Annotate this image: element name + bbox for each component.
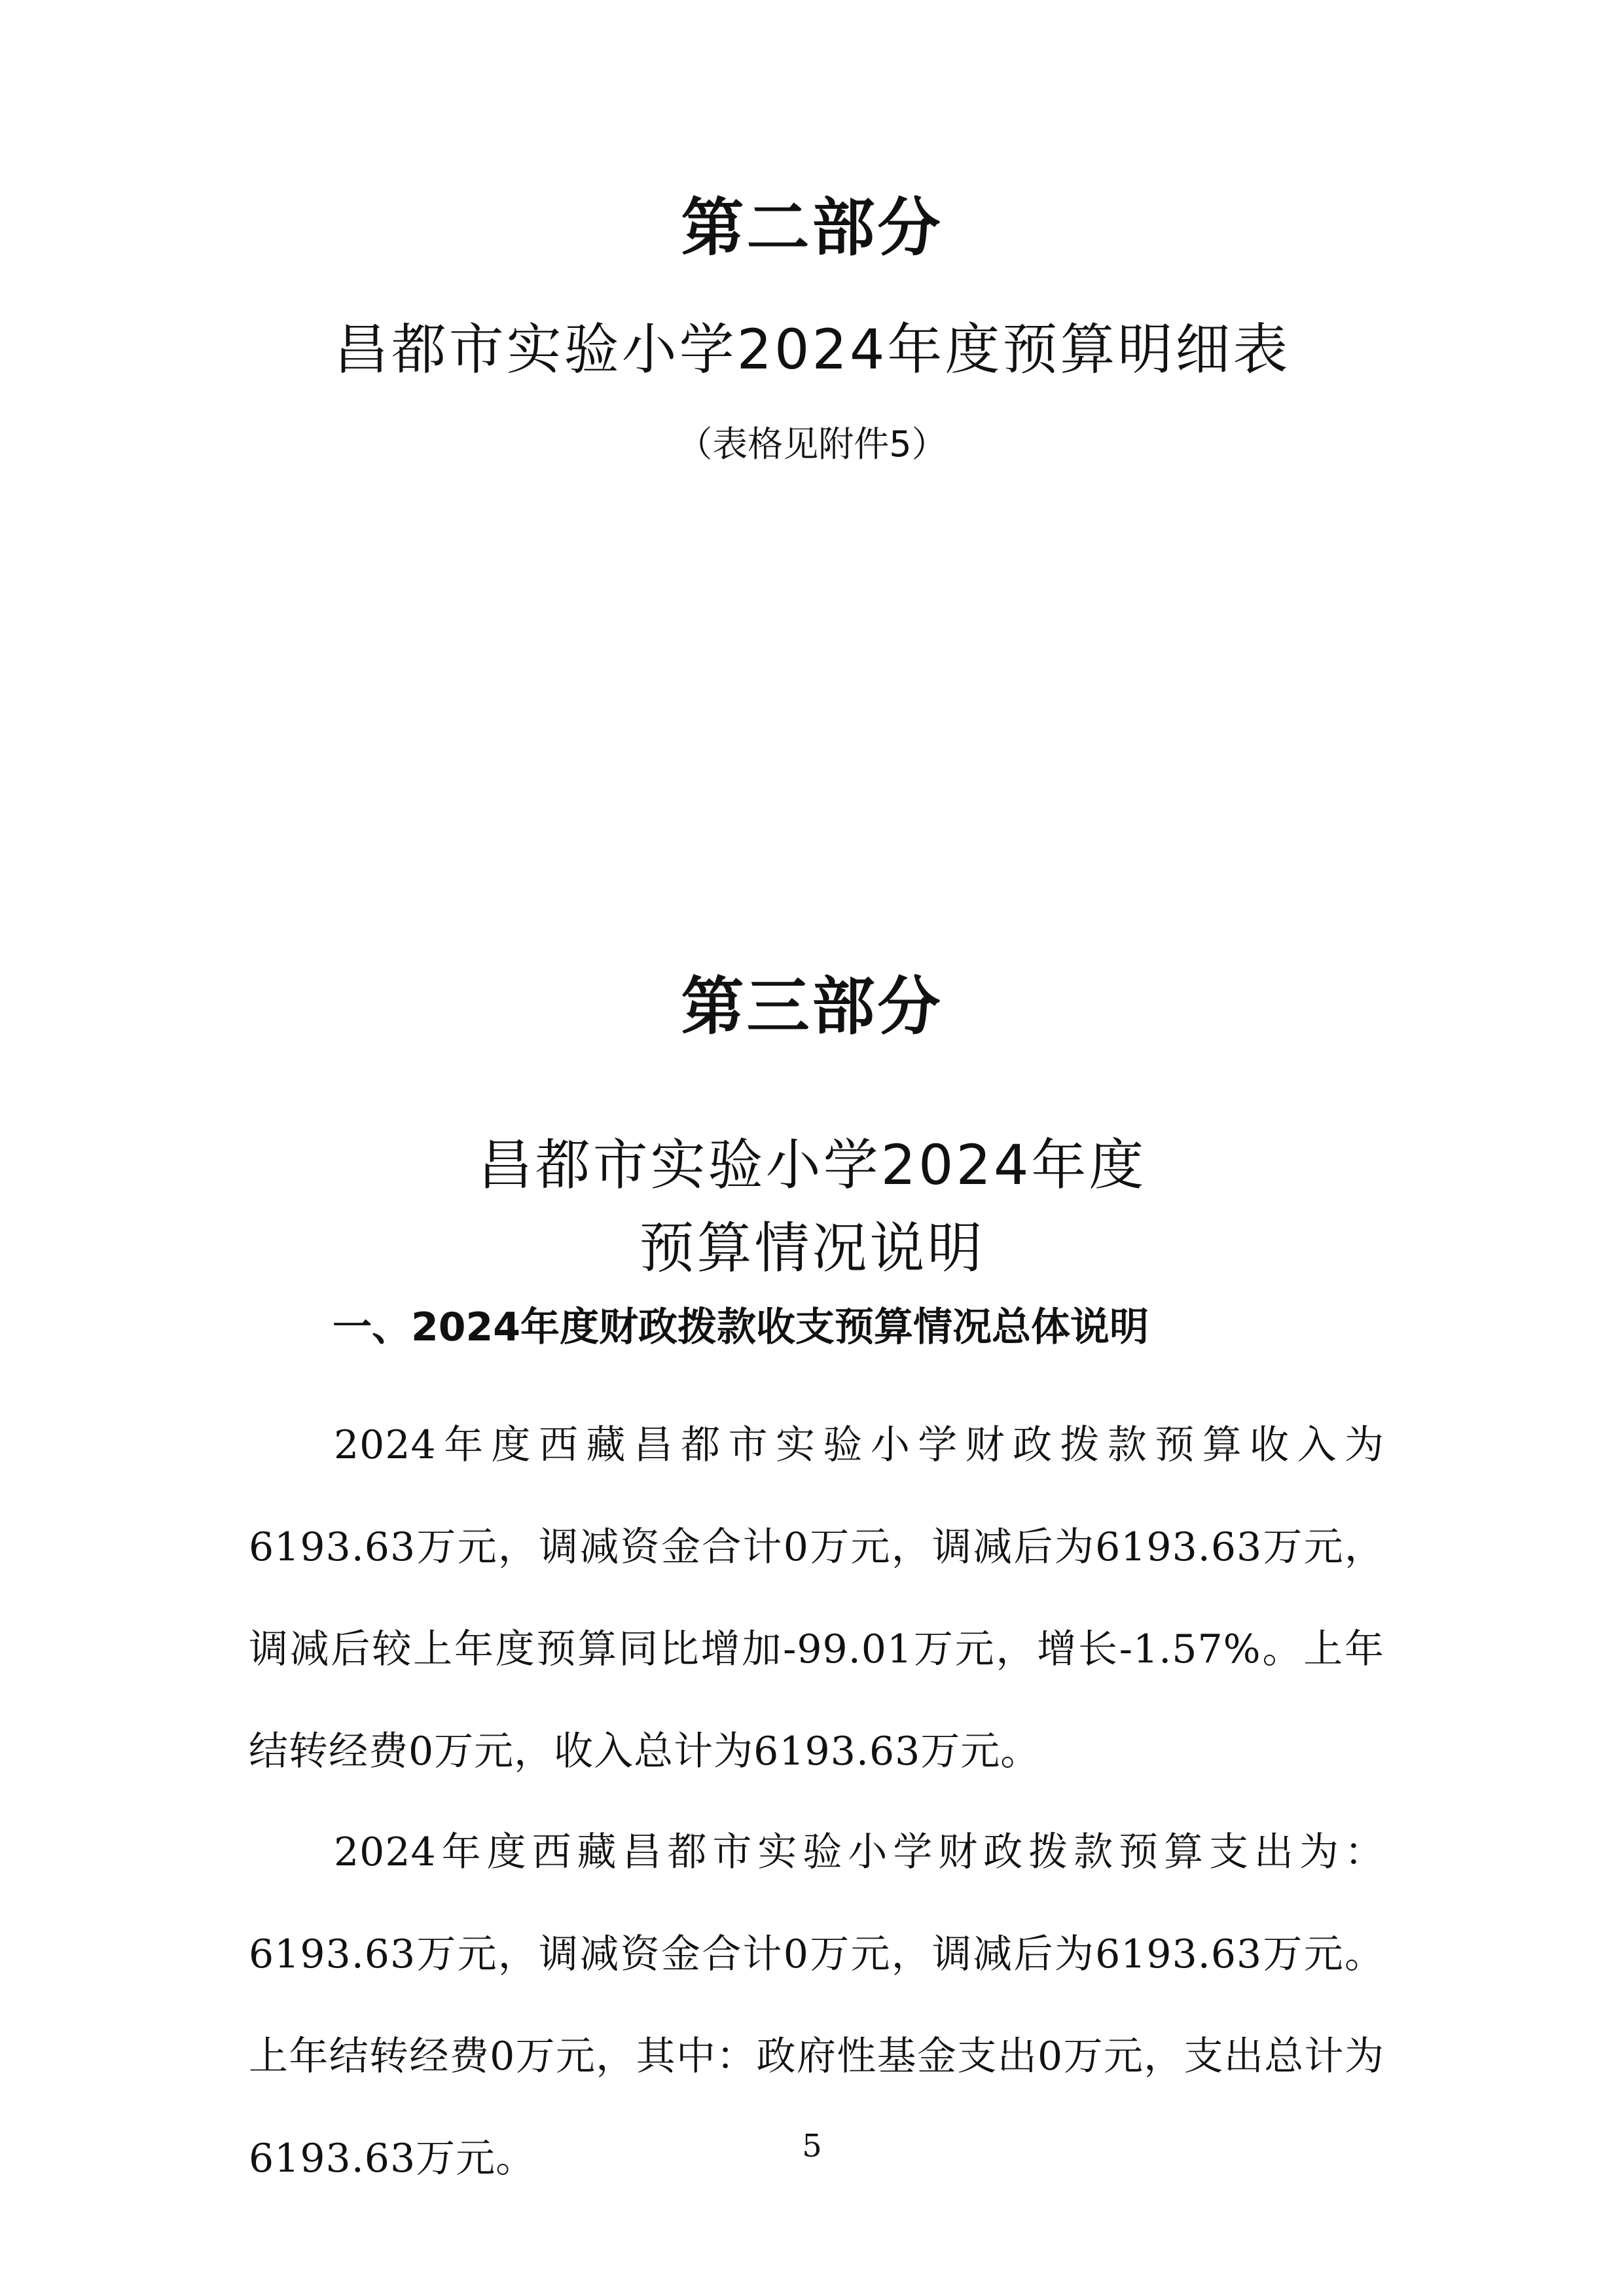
part-two-title: 昌都市实验小学2024年度预算明细表: [333, 317, 1291, 382]
section-one-heading: 一、2024年度财政拨款收支预算情况总体说明: [333, 1304, 1149, 1350]
expenditure-paragraph: 2024年度西藏昌都市实验小学财政拨款预算支出为：6193.63万元，调减资金合计0万元，调减后为6193.63万元。上年结转经费0万元，其中：政府性基金支出0万元，支出总计为6193.63万元。: [249, 1829, 1384, 2181]
part-three-title-line2: 预算情况说明: [639, 1216, 985, 1280]
part-three-heading: 第三部分: [681, 970, 943, 1043]
part-three-title-line1: 昌都市实验小学2024年度: [477, 1133, 1147, 1197]
page-number: 5: [802, 2128, 822, 2164]
part-two-heading: 第二部分: [681, 191, 943, 264]
revenue-paragraph: 2024年度西藏昌都市实验小学财政拨款预算收入为6193.63万元，调减资金合计0万元，调减后为6193.63万元，调减后较上年度预算同比增加-99.01万元，增长-1.57%。上年结转经费0万元，收入总计为6193.63万元。: [249, 1422, 1384, 1774]
attachment-note: （表格见附件5）: [677, 423, 947, 465]
